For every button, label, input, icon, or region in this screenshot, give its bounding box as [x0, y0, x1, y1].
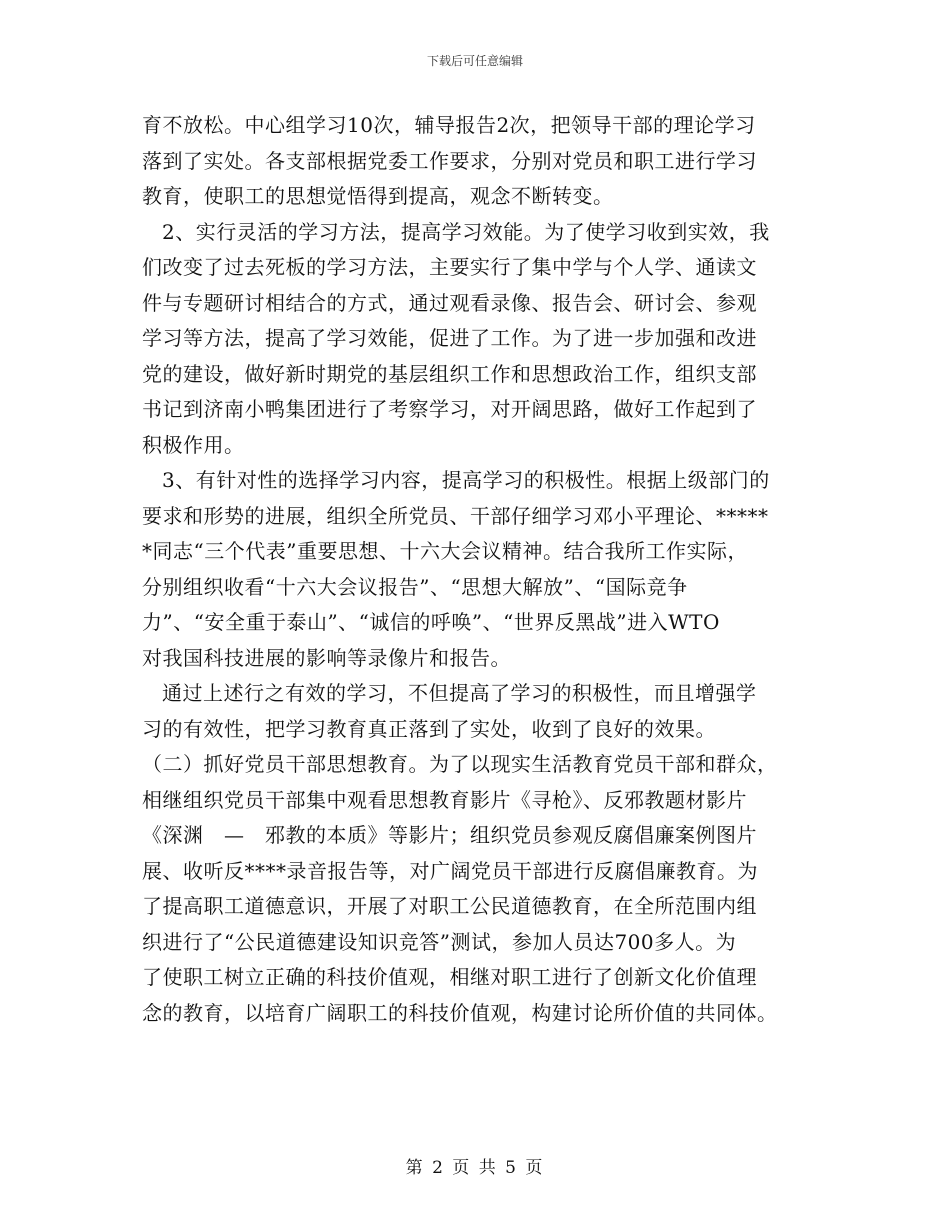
document-body: [142, 108, 810, 1031]
text-line: 了提高职工道德意识，开展了对职工公民道德教育，在全所范围内组: [142, 894, 757, 918]
text-line: 对我国科技进展的影响等录像片和报告。: [142, 645, 511, 670]
text-line: 党的建设，做好新时期党的基层组织工作和思想政治工作，组织支部: [142, 361, 757, 386]
text-line: 通过上述行之有效的学习，不但提高了学习的积极性，而且增强学: [162, 681, 757, 705]
text-line: 分别组织收看“十六大会议报告”、“思想大解放”、“国际竞争: [142, 574, 688, 599]
text-line: 积极作用。: [142, 432, 245, 457]
text-line: 教育，使职工的思想觉悟得到提高，观念不断转变。: [142, 184, 614, 208]
text-line: 落到了实处。各支部根据党委工作要求，分别对党员和职工进行学习: [142, 148, 757, 173]
text-line: 件与专题研讨相结合的方式，通过观看录像、报告会、研讨会、参观: [142, 290, 757, 315]
text-line: 念的教育，以培育广阔职工的科技价值观，构建讨论所价值的共同体。: [142, 1000, 778, 1025]
text-line: 《深渊 — 邪教的本质》等影片；组织党员参观反腐倡廉案例图片: [142, 823, 757, 847]
text-line: 育不放松。中心组学习10次，辅导报告2次，把领导干部的理论学习: [142, 113, 756, 137]
text-line: 了使职工树立正确的科技价值观，相继对职工进行了创新文化价值理: [142, 965, 757, 989]
text-line: 3、有针对性的选择学习内容，提高学习的积极性。根据上级部门的: [162, 468, 770, 492]
text-line: （二）抓好党员干部思想教育。为了以现实生活教育党员干部和群众，: [142, 752, 778, 776]
page-header: 下载后可任意编辑: [426, 54, 523, 68]
text-line: 2、实行灵活的学习方法，提高学习效能。为了使学习收到实效，我: [162, 219, 770, 244]
text-line: 学习等方法，提高了学习效能，促进了工作。为了进一步加强和改进: [142, 326, 757, 350]
text-line: 相继组织党员干部集中观看思想教育影片《寻枪》、反邪教题材影片: [142, 787, 747, 812]
text-line: 要求和形势的进展，组织全所党员、干部仔细学习邓小平理论、*****: [142, 503, 769, 528]
page-footer: 第 2 页 共 5 页: [405, 1158, 545, 1178]
text-line: 们改变了过去死板的学习方法，主要实行了集中学与个人学、通读文: [142, 255, 757, 279]
text-line: 力”、“安全重于泰山”、“诚信的呼唤”、“世界反黑战”进入WTO: [142, 610, 720, 634]
text-line: 书记到济南小鸭集团进行了考察学习，对开阔思路，做好工作起到了: [142, 397, 757, 421]
text-line: 习的有效性，把学习教育真正落到了实处，收到了良好的效果。: [142, 716, 716, 741]
text-line: *同志“三个代表”重要思想、十六大会议精神。结合我所工作实际，: [142, 539, 748, 563]
text-line: 展、收听反****录音报告等，对广阔党员干部进行反腐倡廉教育。为: [142, 858, 758, 883]
text-line: 织进行了“公民道德建设知识竞答”测试，参加人员达700多人。为: [142, 929, 737, 954]
